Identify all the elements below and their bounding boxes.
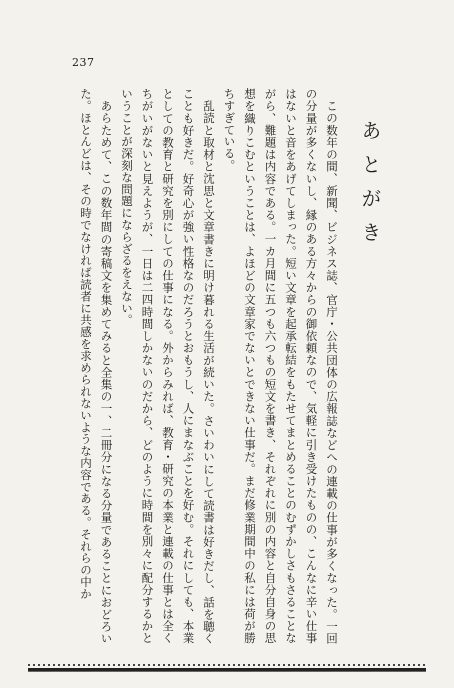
scan-edge-rule: [28, 668, 426, 671]
paragraph: この数年の間、新聞、ビジネス誌、官庁・公共団体の広報誌などへの連載の仕事が多くなった。一回の分量が多くないし、縁のある方々からの御依頼なので、気軽に引き受けたものの、こんなに辛い仕事はないと音をあげてしまった。短い文章を起承転結をもたせてまとめることのむずかしさもさることながら、難題は内容である。一カ月間に五つも六つもの短文を書き、それぞれに別の内容と自分自身の思想を織りこむということは、よほどの文章家でないとできない仕事だ。まだ修業期間中の私には荷が勝ちすぎている。: [222, 88, 339, 644]
chapter-title: あとがき: [358, 120, 382, 256]
paragraph: あらためて、この数年間の寄稿文を集めてみると全集の一、二冊分になる分量であることにおどろいた。ほとんどは、その時でなければ読者に共感を求められないような内容である。それらの中か: [79, 88, 114, 644]
scan-edge-dots: [28, 664, 426, 666]
paragraph: 乱読と取材と沈思と文章書きに明け暮れる生活が続いた。さいわいにして読書は好きだし、話を聴くことも好きだ。好奇心が強い性格なのだろうとおもうし、人にまなぶことを好む。それにしても、本業としての教育と研究を別にしての仕事になる。外からみれば、教育・研究の本業と連載の仕事とは全くちがいがないと見えようが、一日は二四時間しかないのだから、どのように時間を別々に配分するかということが深刻な問題にならざるをえない。: [120, 88, 216, 644]
page-number: 237: [72, 56, 95, 69]
body-text: [42, 88, 342, 644]
